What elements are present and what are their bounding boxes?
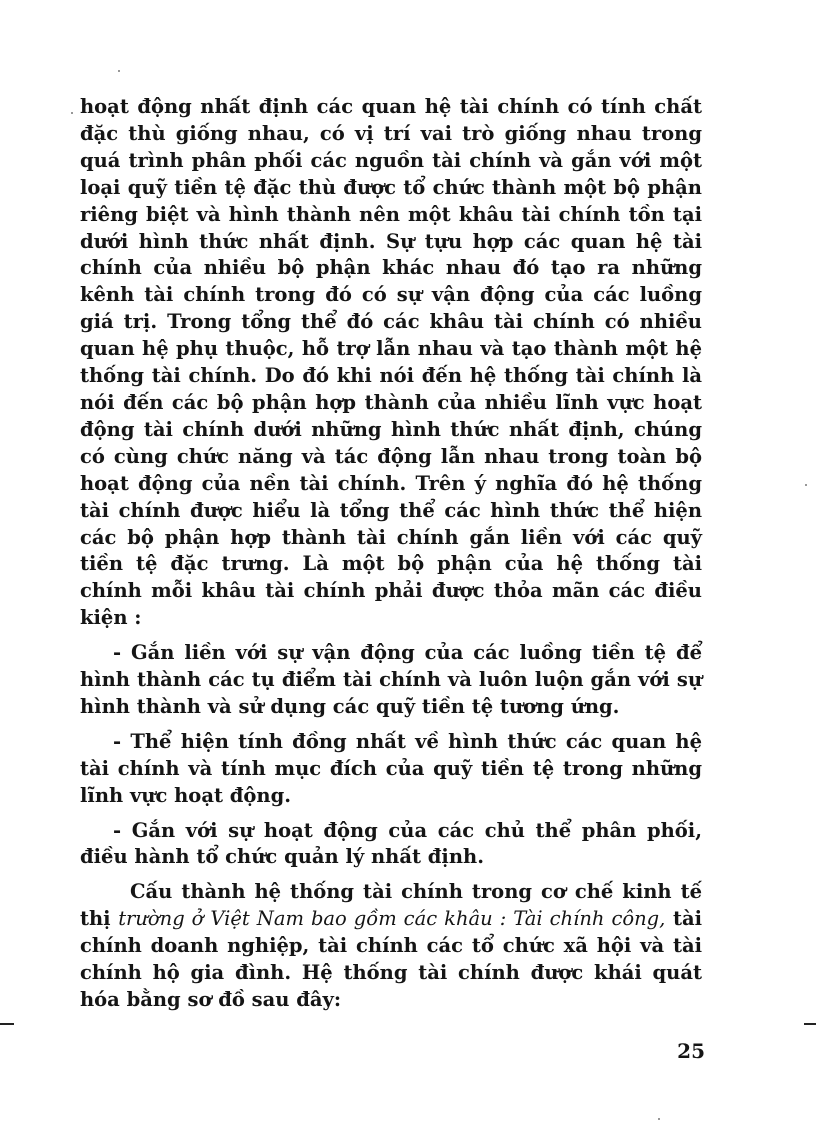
left-margin-mark xyxy=(0,1023,14,1025)
scan-speck xyxy=(71,112,73,114)
closing-tail: tài chính doanh nghiệp, tài chính các tổ chức xã hội và tài chính hộ gia đình. Hệ thống tài chính được khái quát hóa bằng sơ đồ sau đây: xyxy=(80,907,702,1011)
closing-emphasis: trường ở Việt Nam bao gồm các khâu : Tài chính công, xyxy=(118,907,666,931)
right-margin-mark xyxy=(804,1023,816,1025)
scan-speck xyxy=(658,1118,660,1120)
condition-item-3: - Gắn với sự hoạt động của các chủ thể phân phối, điều hành tổ chức quản lý nhất định. xyxy=(80,818,702,869)
closing-lead: Cấu thành hệ thống tài chính trong cơ chế kinh tế thị xyxy=(80,880,702,931)
page-number: 25 xyxy=(677,1039,705,1063)
intro-paragraph: hoạt động nhất định các quan hệ tài chính có tính chất đặc thù giống nhau, có vị trí vai trò giống nhau trong quá trình phân phối các nguồn tài chính và gắn với một loại quỹ tiền tệ đặc thù được tổ chức thành một bộ phận riêng biệt và hình thành nên một khâu tài chính tồn tại dưới hình thức nhất định. Sự tựu hợp các quan hệ tài chính của nhiều bộ phận khác nhau đó tạo ra những kênh tài chính trong đó có sự vận động của các luồng giá trị. Trong tổng thể đó các khâu tài chính có nhiều quan hệ phụ thuộc, hỗ trợ lẫn nhau và tạo thành một hệ thống tài chính. Do đó khi nói đến hệ thống tài chính là nói đến các bộ phận hợp thành của nhiều lĩnh vực hoạt động tài chính dưới những hình thức nhất định, chúng có cùng chức năng và tác động lẫn nhau trong toàn bộ hoạt động của nền tài chính. Trên ý nghĩa đó hệ thống tài chính được hiểu là tổng thể các hình thức thể hiện các bộ phận hợp thành tài chính gắn liền với các quỹ tiền tệ đặc trưng. Là một bộ phận của hệ thống tài chính mỗi khâu tài chính phải được thỏa mãn các điều kiện : xyxy=(80,95,702,630)
scan-speck xyxy=(118,70,120,72)
condition-item-1: - Gắn liền với sự vận động của các luồng tiền tệ để hình thành các tụ điểm tài chính và luôn luộn gắn với sự hình thành và sử dụng các quỹ tiền tệ tương ứng. xyxy=(80,641,702,718)
page-body xyxy=(80,94,702,1014)
closing-paragraph xyxy=(80,879,702,1014)
condition-item-2: - Thể hiện tính đồng nhất về hình thức các quan hệ tài chính và tính mục đích của quỹ tiền tệ trong những lĩnh vực hoạt động. xyxy=(80,729,702,807)
scan-speck xyxy=(805,484,807,486)
